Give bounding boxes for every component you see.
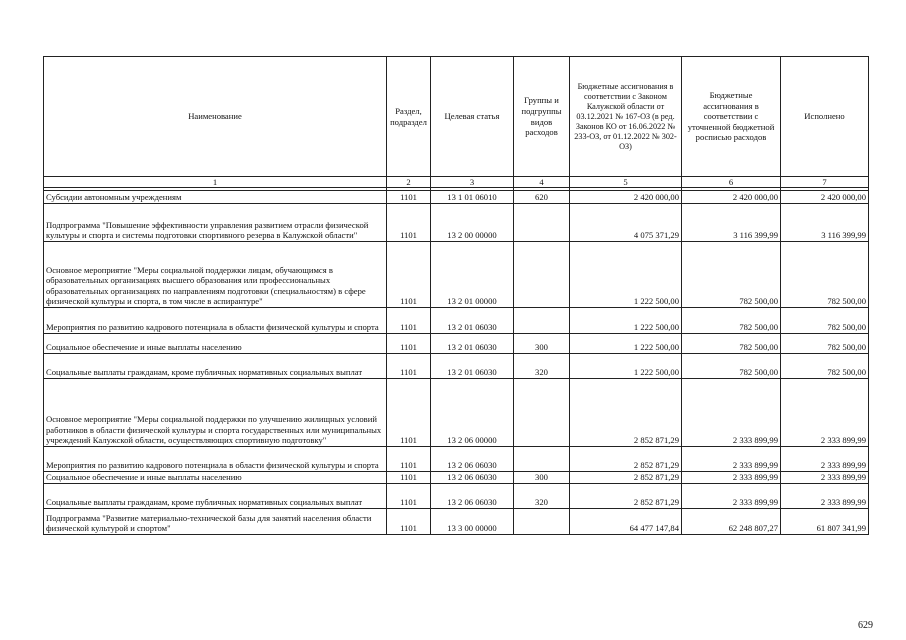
row-target: 13 1 01 06010 bbox=[431, 191, 514, 204]
row-executed-amount: 782 500,00 bbox=[781, 242, 869, 308]
header-section: Раздел, подраздел bbox=[387, 57, 431, 177]
row-executed-amount: 2 333 899,99 bbox=[781, 447, 869, 472]
table-row bbox=[44, 191, 869, 204]
row-refined-amount: 2 333 899,99 bbox=[682, 472, 781, 484]
row-group: 620 bbox=[514, 191, 570, 204]
column-number: 1 bbox=[44, 177, 387, 188]
row-section: 1101 bbox=[387, 308, 431, 334]
row-law-amount: 1 222 500,00 bbox=[570, 354, 682, 379]
row-law-amount: 1 222 500,00 bbox=[570, 334, 682, 354]
row-law-amount: 2 852 871,29 bbox=[570, 472, 682, 484]
row-name: Социальное обеспечение и иные выплаты населению bbox=[44, 472, 387, 484]
column-number: 6 bbox=[682, 177, 781, 188]
header-name: Наименование bbox=[44, 57, 387, 177]
row-name: Подпрограмма "Развитие материально-технической базы для занятий населения области физической культурой и спортом" bbox=[44, 509, 387, 535]
row-refined-amount: 782 500,00 bbox=[682, 308, 781, 334]
row-name: Социальные выплаты гражданам, кроме публичных нормативных социальных выплат bbox=[44, 354, 387, 379]
row-refined-amount: 782 500,00 bbox=[682, 354, 781, 379]
table-row bbox=[44, 379, 869, 447]
row-executed-amount: 3 116 399,99 bbox=[781, 204, 869, 242]
row-law-amount: 1 222 500,00 bbox=[570, 308, 682, 334]
row-executed-amount: 2 333 899,99 bbox=[781, 472, 869, 484]
row-target: 13 2 06 00000 bbox=[431, 379, 514, 447]
row-executed-amount: 61 807 341,99 bbox=[781, 509, 869, 535]
row-name: Социальное обеспечение и иные выплаты населению bbox=[44, 334, 387, 354]
row-group bbox=[514, 509, 570, 535]
row-section: 1101 bbox=[387, 191, 431, 204]
row-target: 13 2 01 06030 bbox=[431, 334, 514, 354]
row-section: 1101 bbox=[387, 484, 431, 509]
row-target: 13 2 06 06030 bbox=[431, 484, 514, 509]
row-group: 320 bbox=[514, 484, 570, 509]
header-law: Бюджетные ассигнования в соответствии с Законом Калужской области от 03.12.2021 № 167-ОЗ (в ред. Законов КО от 16.06.2022 № 233-ОЗ, от 01.12.2022 № 302-ОЗ) bbox=[570, 57, 682, 177]
row-executed-amount: 2 420 000,00 bbox=[781, 191, 869, 204]
row-group: 300 bbox=[514, 472, 570, 484]
header-row bbox=[44, 57, 869, 177]
budget-table bbox=[43, 56, 869, 535]
table-row bbox=[44, 204, 869, 242]
header-group: Группы и подгруппы видов расходов bbox=[514, 57, 570, 177]
column-number: 2 bbox=[387, 177, 431, 188]
row-name: Мероприятия по развитию кадрового потенциала в области физической культуры и спорта bbox=[44, 308, 387, 334]
table-row bbox=[44, 484, 869, 509]
table-row bbox=[44, 354, 869, 379]
row-law-amount: 2 852 871,29 bbox=[570, 447, 682, 472]
row-section: 1101 bbox=[387, 472, 431, 484]
row-refined-amount: 2 333 899,99 bbox=[682, 484, 781, 509]
column-number-row bbox=[44, 177, 869, 188]
row-law-amount: 2 852 871,29 bbox=[570, 484, 682, 509]
table-row bbox=[44, 308, 869, 334]
table-row bbox=[44, 509, 869, 535]
row-group bbox=[514, 242, 570, 308]
page-number: 629 bbox=[858, 620, 873, 631]
row-refined-amount: 62 248 807,27 bbox=[682, 509, 781, 535]
row-refined-amount: 2 333 899,99 bbox=[682, 379, 781, 447]
row-law-amount: 2 420 000,00 bbox=[570, 191, 682, 204]
row-name: Социальные выплаты гражданам, кроме публичных нормативных социальных выплат bbox=[44, 484, 387, 509]
row-executed-amount: 782 500,00 bbox=[781, 334, 869, 354]
header-executed: Исполнено bbox=[781, 57, 869, 177]
table-row bbox=[44, 242, 869, 308]
row-law-amount: 2 852 871,29 bbox=[570, 379, 682, 447]
row-name: Основное мероприятие "Меры социальной поддержки лицам, обучающимся в образовательных организациях высшего образования или профессиональных образовательных организациях по направлениям подготовки (специальностям) в сфере физической культуры и спорта, в том числе в аспирантуре" bbox=[44, 242, 387, 308]
row-target: 13 3 00 00000 bbox=[431, 509, 514, 535]
row-name: Субсидии автономным учреждениям bbox=[44, 191, 387, 204]
row-group bbox=[514, 447, 570, 472]
row-group: 300 bbox=[514, 334, 570, 354]
row-target: 13 2 06 06030 bbox=[431, 472, 514, 484]
row-group bbox=[514, 204, 570, 242]
row-section: 1101 bbox=[387, 334, 431, 354]
row-name: Мероприятия по развитию кадрового потенциала в области физической культуры и спорта bbox=[44, 447, 387, 472]
row-section: 1101 bbox=[387, 447, 431, 472]
column-number: 4 bbox=[514, 177, 570, 188]
row-target: 13 2 01 06030 bbox=[431, 308, 514, 334]
row-refined-amount: 3 116 399,99 bbox=[682, 204, 781, 242]
row-group: 320 bbox=[514, 354, 570, 379]
row-refined-amount: 2 420 000,00 bbox=[682, 191, 781, 204]
row-target: 13 2 00 00000 bbox=[431, 204, 514, 242]
row-section: 1101 bbox=[387, 204, 431, 242]
header-target: Целевая статья bbox=[431, 57, 514, 177]
row-refined-amount: 782 500,00 bbox=[682, 334, 781, 354]
row-section: 1101 bbox=[387, 379, 431, 447]
table-row bbox=[44, 472, 869, 484]
row-executed-amount: 2 333 899,99 bbox=[781, 484, 869, 509]
row-target: 13 2 01 00000 bbox=[431, 242, 514, 308]
column-number: 3 bbox=[431, 177, 514, 188]
row-target: 13 2 06 06030 bbox=[431, 447, 514, 472]
row-section: 1101 bbox=[387, 242, 431, 308]
row-executed-amount: 782 500,00 bbox=[781, 308, 869, 334]
column-number: 7 bbox=[781, 177, 869, 188]
row-law-amount: 64 477 147,84 bbox=[570, 509, 682, 535]
header-refined: Бюджетные ассигнования в соответствии с уточненной бюджетной росписью расходов bbox=[682, 57, 781, 177]
row-refined-amount: 2 333 899,99 bbox=[682, 447, 781, 472]
column-number: 5 bbox=[570, 177, 682, 188]
row-group bbox=[514, 308, 570, 334]
row-section: 1101 bbox=[387, 354, 431, 379]
row-name: Основное мероприятие "Меры социальной поддержки по улучшению жилищных условий работников в области физической культуры и спорта государственных или муниципальных учреждений Калужской области, осуществляющих спортивную подготовку" bbox=[44, 379, 387, 447]
row-target: 13 2 01 06030 bbox=[431, 354, 514, 379]
row-law-amount: 4 075 371,29 bbox=[570, 204, 682, 242]
row-name: Подпрограмма "Повышение эффективности управления развитием отрасли физической культуры и спорта и системы подготовки спортивного резерва в Калужской области" bbox=[44, 204, 387, 242]
row-group bbox=[514, 379, 570, 447]
row-section: 1101 bbox=[387, 509, 431, 535]
row-executed-amount: 782 500,00 bbox=[781, 354, 869, 379]
row-refined-amount: 782 500,00 bbox=[682, 242, 781, 308]
row-executed-amount: 2 333 899,99 bbox=[781, 379, 869, 447]
table-row bbox=[44, 334, 869, 354]
row-law-amount: 1 222 500,00 bbox=[570, 242, 682, 308]
table-row bbox=[44, 447, 869, 472]
